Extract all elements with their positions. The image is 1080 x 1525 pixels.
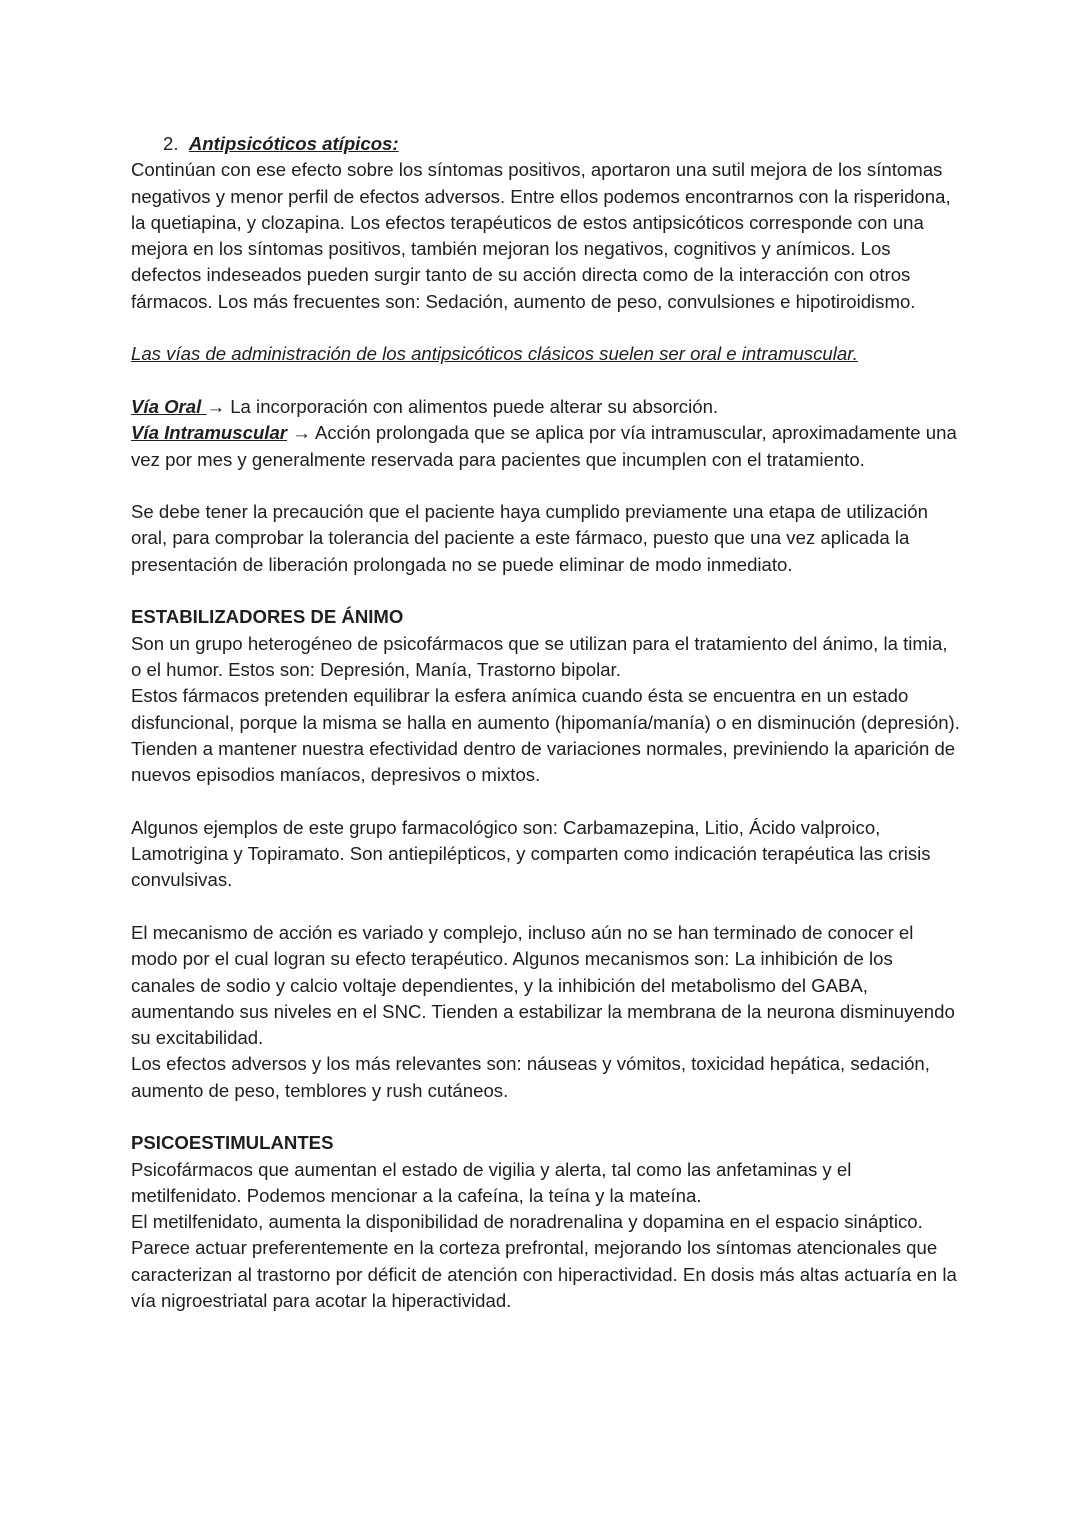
psicoestimulantes-paragraph-2: El metilfenidato, aumenta la disponibilidad de noradrenalina y dopamina en el espacio sináptico. Parece actuar preferentemente en la corteza prefrontal, mejorando los síntomas atencionales que caracterizan al trastorno por déficit de atención con hiperactividad. En dosis más altas actuaría en la vía nigroestriatal para acotar la hiperactividad.: [131, 1211, 957, 1312]
estabilizadores-heading: ESTABILIZADORES DE ÁNIMO: [131, 606, 404, 628]
via-intramuscular-text: Acción prolongada que se aplica por vía intramuscular, aproximadamente una vez por mes y generalmente reservada para pacientes que incumplen con el tratamiento.: [131, 422, 957, 470]
estabilizadores-paragraph-4: El mecanismo de acción es variado y complejo, incluso aún no se han terminado de conocer el modo por el cual logran su efecto terapéutico. Algunos mecanismos son: La inhibición de los canales de sodio y calcio voltaje dependientes, y la inhibición del metabolismo del GABA, aumentando sus niveles en el SNC. Tienden a estabilizar la membrana de la neurona disminuyendo su excitabilidad.: [131, 921, 955, 1049]
list-number: 2.: [163, 133, 179, 154]
spacer: [131, 788, 961, 814]
spacer: [131, 315, 961, 341]
spacer: [131, 578, 961, 604]
section-atipicos-title: [131, 131, 961, 157]
via-oral-label: Vía Oral: [131, 395, 207, 417]
arrow-icon: →: [287, 422, 311, 444]
spacer: [131, 894, 961, 920]
arrow-icon: →: [206, 395, 226, 417]
document-page: [131, 131, 961, 1314]
psicoestimulantes-paragraph-1: Psicofármacos que aumentan el estado de vigilia y alerta, tal como las anfetaminas y el metilfenidato. Podemos mencionar a la cafeína, la teína y la mateína.: [131, 1158, 852, 1206]
estabilizadores-paragraph-1: Son un grupo heterogéneo de psicofármacos que se utilizan para el tratamiento del ánimo, la timia, o el humor. Estos son: Depresión, Manía, Trastorno bipolar.: [131, 632, 948, 680]
vias-intro: Las vías de administración de los antipsicóticos clásicos suelen ser oral e intramuscular.: [131, 343, 858, 365]
spacer: [131, 1104, 961, 1130]
atipicos-paragraph: Continúan con ese efecto sobre los síntomas positivos, aportaron una sutil mejora de los síntomas negativos y menor perfil de efectos adversos. Entre ellos podemos encontrarnos con la risperidona, la quetiapina, y clozapina. Los efectos terapéuticos de estos antipsicóticos corresponde con una mejora en los síntomas positivos, también mejoran los negativos, cognitivos y anímicos. Los defectos indeseados pueden surgir tanto de su acción directa como de la interacción con otros fármacos. Los más frecuentes son: Sedación, aumento de peso, convulsiones e hipotiroidismo.: [131, 159, 951, 312]
via-intramuscular-label: Vía Intramuscular: [131, 422, 288, 444]
via-intramuscular-line: [131, 420, 961, 473]
psicoestimulantes-heading: PSICOESTIMULANTES: [131, 1132, 334, 1154]
estabilizadores-paragraph-5: Los efectos adversos y los más relevantes son: náuseas y vómitos, toxicidad hepática, sedación, aumento de peso, temblores y rush cutáneos.: [131, 1053, 930, 1101]
estabilizadores-paragraph-2: Estos fármacos pretenden equilibrar la esfera anímica cuando ésta se encuentra en un estado disfuncional, porque la misma se halla en aumento (hipomanía/manía) o en disminución (depresión). Tienden a mantener nuestra efectividad dentro de variaciones normales, previniendo la aparición de nuevos episodios maníacos, depresivos o mixtos.: [131, 685, 960, 786]
precaucion-paragraph: Se debe tener la precaución que el paciente haya cumplido previamente una etapa de utilización oral, para comprobar la tolerancia del paciente a este fármaco, puesto que una vez aplicada la presentación de liberación prolongada no se puede eliminar de modo inmediato.: [131, 501, 928, 575]
spacer: [131, 368, 961, 394]
estabilizadores-paragraph-3: Algunos ejemplos de este grupo farmacológico son: Carbamazepina, Litio, Ácido valproico, Lamotrigina y Topiramato. Son antiepilépticos, y comparten como indicación terapéutica las crisis convulsivas.: [131, 816, 931, 891]
spacer: [131, 473, 961, 499]
atipicos-title: Antipsicóticos atípicos:: [188, 133, 399, 154]
via-oral-line: [131, 394, 961, 420]
via-oral-text: La incorporación con alimentos puede alterar su absorción.: [225, 395, 719, 417]
